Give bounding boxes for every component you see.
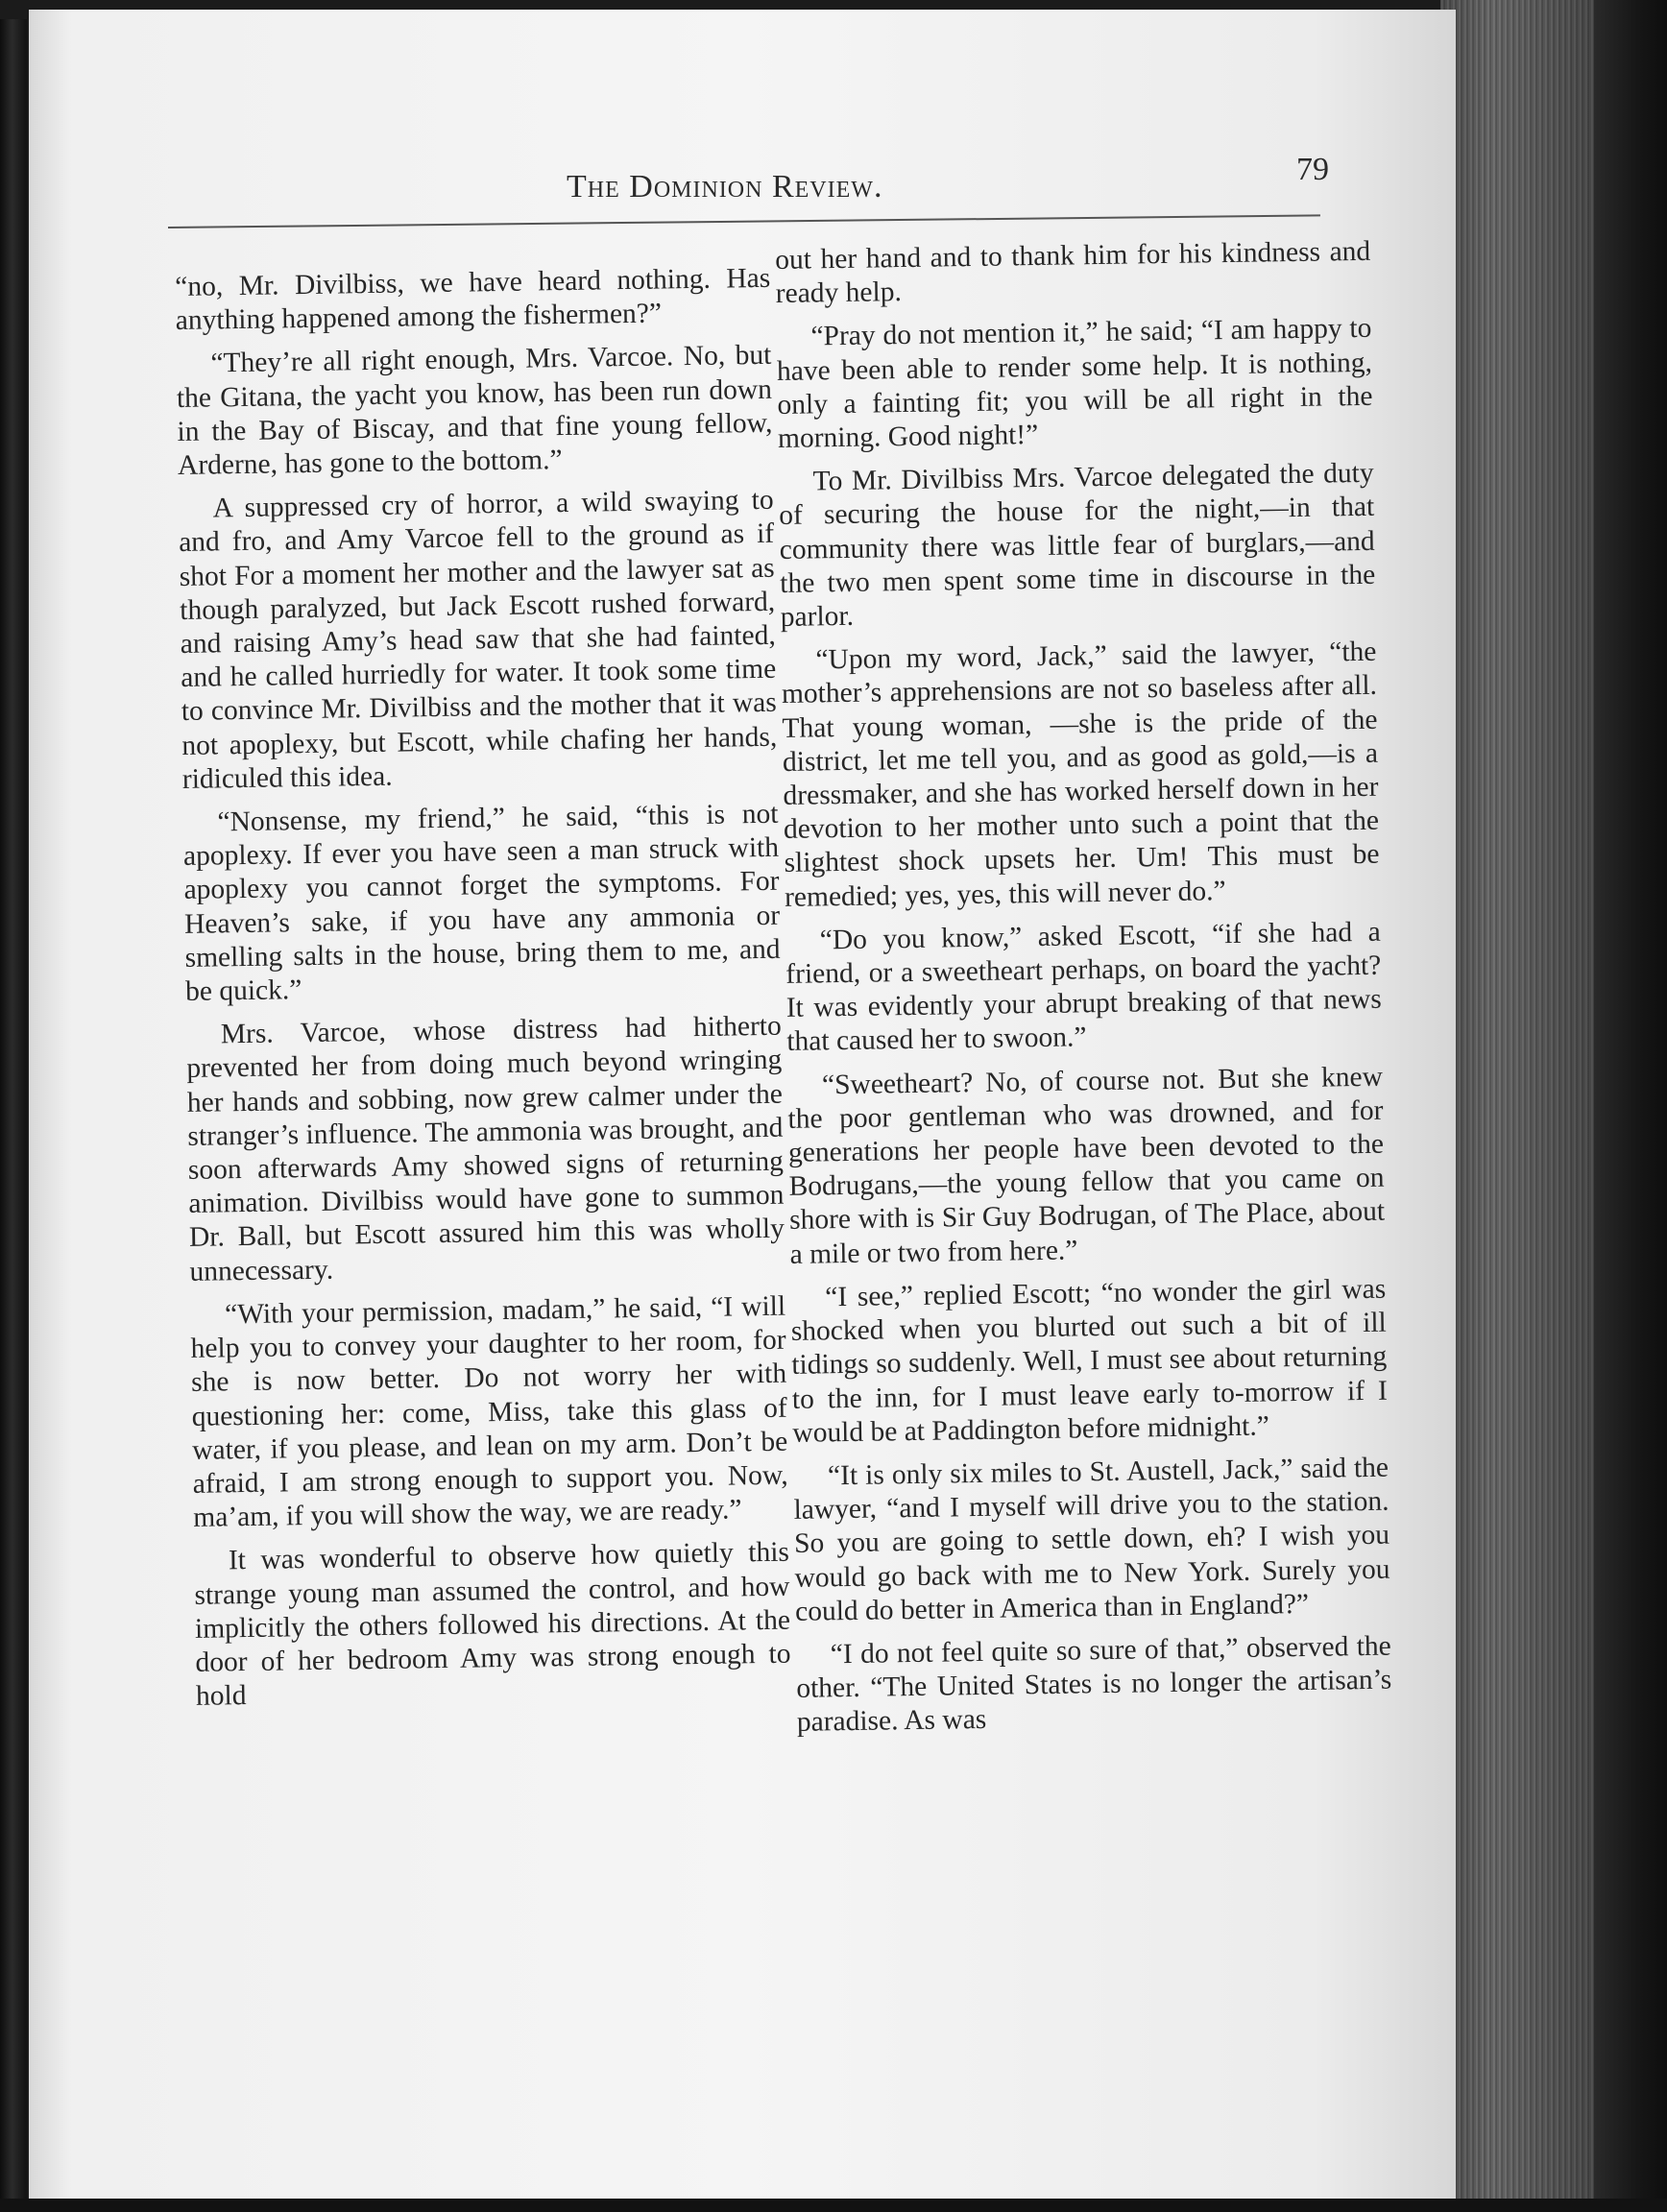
- bottom-shadow-band: [0, 2199, 1667, 2212]
- paragraph: “It is only six miles to St. Austell, Jack,” said the lawyer, “and I myself will drive you to the station. So you are going to settle down, eh? I wish you would go back with me to New York. Surely you could do better in America than in England?”: [793, 1452, 1390, 1627]
- paragraph: A suppressed cry of horror, a wild swaying to and fro, and Amy Varcoe fell to the ground as if shot For a moment her mother and the lawyer sat as though paralyzed, but Jack Escott rushed forward, and raising Amy’s head saw that she had fainted, and he called hurriedly for water. It took some time to convince Mr. Divilbiss and the mother that it was not apoplexy, but Escott, while chafing her hands, ridiculed this idea.: [178, 484, 778, 795]
- paragraph: “I do not feel quite so sure of that,” observed the other. “The United States is no longer the artisan’s paradise. As was: [796, 1630, 1392, 1739]
- book-cover-board: [1594, 0, 1667, 2212]
- paragraph: “Nonsense, my friend,” he said, “this is not apoplexy. If ever you have seen a man struck with apoplexy you cannot forget the symptoms. For Heaven’s sake, if you have any ammonia or smelling salts in the house, bring them to me, and be quick.”: [182, 798, 781, 1007]
- paragraph: “Sweetheart? No, of course not. But she knew the poor gentleman who was drowned, and for generations her people have been devoted to the Bodrugans,—the young fellow that you came on shore with is Sir Guy Bodrugan, of The Place, about a mile or two from here.”: [787, 1061, 1386, 1270]
- paragraph: “Do you know,” asked Escott, “if she had a friend, or a sweetheart perhaps, on board the yacht? It was evidently your abrupt breaking of that news that caused her to swoon.”: [785, 916, 1382, 1058]
- paragraph: “Upon my word, Jack,” said the lawyer, “the mother’s apprehensions are not so baseless after all. That young woman, —she is the pride of the district, let me tell you, and as good as gold,—is a dressmaker, and she has worked herself down in her devotion to her mother unto such a point that the slightest shock upsets her. Um! This must be remedied; yes, yes, this will never do.”: [781, 636, 1380, 913]
- paragraph: out her hand and to thank him for his kindness and ready help.: [775, 235, 1371, 310]
- paragraph: “Pray do not mention it,” he said; “I am happy to have been able to render some help. It is nothing, only a fainting fit; you will be all right in the morning. Good night!”: [776, 313, 1373, 454]
- right-column: [775, 235, 1392, 1750]
- paragraph: Mrs. Varcoe, whose distress had hitherto prevented her from doing much beyond wringing her hands and sobbing, now grew calmer under the stranger’s influence. The ammonia was brought, and soon afterwards Amy showed signs of returning animation. Divilbiss would have gone to summon Dr. Ball, but Escott assured him this was wholly unnecessary.: [186, 1010, 785, 1287]
- page-number: 79: [1296, 152, 1329, 187]
- page-stack-shadow: [1440, 0, 1613, 2212]
- paragraph: To Mr. Divilbiss Mrs. Varcoe delegated the duty of securing the house for the night,—in that community there was little fear of burglars,—and the two men spent some time in discourse in the parlor.: [778, 457, 1376, 633]
- left-column: [175, 262, 791, 1723]
- paragraph: “I see,” replied Escott; “no wonder the girl was shocked when you blurted out such a bit of ill tidings so suddenly. Well, I must see about returning to the inn, for I must leave early to-morrow if I would be at Paddington before midnight.”: [790, 1273, 1389, 1449]
- running-head: The Dominion Review.: [567, 169, 883, 204]
- book-left-edge: [0, 19, 27, 2212]
- header-rule: [168, 214, 1320, 228]
- paragraph: “no, Mr. Divilbiss, we have heard nothing. Has anything happened among the fishermen?”: [175, 262, 771, 337]
- paragraph: “With your permission, madam,” he said, “I will help you to convey your daughter to her room, for she is now better. Do not worry her with questioning her: come, Miss, take this glass of water, if you please, and lean on my arm. Don’t be afraid, I am strong enough to support you. Now, ma’am, if you will show the way, we are ready.”: [190, 1290, 788, 1533]
- paragraph: It was wonderful to observe how quietly this strange young man assumed the control, and how implicitly the others followed his directions. At the door of her bedroom Amy was strong enough to hold: [194, 1536, 791, 1712]
- book-page: [29, 10, 1456, 2204]
- paragraph: “They’re all right enough, Mrs. Varcoe. No, but the Gitana, the yacht you know, has been run down in the Bay of Biscay, and that fine young fellow, Arderne, has gone to the bottom.”: [176, 340, 773, 481]
